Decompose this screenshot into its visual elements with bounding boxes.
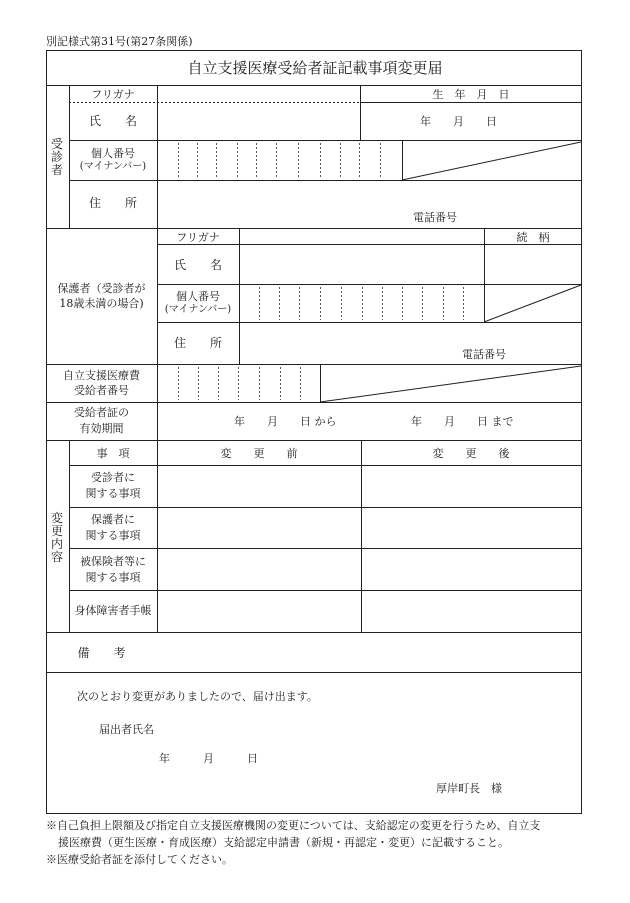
- validity-label-1: 受給者証の: [74, 406, 129, 419]
- patient-name-field[interactable]: [158, 104, 360, 140]
- patient-birth-date[interactable]: 年 月 日: [420, 115, 497, 128]
- remarks-field[interactable]: [158, 633, 581, 672]
- patient-furigana-label: フリガナ: [91, 88, 135, 101]
- guardian-furigana-label: フリガナ: [176, 231, 220, 244]
- patient-phone-label: 電話番号: [413, 211, 457, 224]
- certificate-number-label-1: 自立支援医療費: [63, 369, 140, 382]
- patient-birth-header: 生 年 月 日: [432, 88, 510, 101]
- patient-address-field[interactable]: [158, 181, 581, 228]
- guardian-address-field[interactable]: [240, 323, 581, 364]
- change-before-field[interactable]: [158, 591, 361, 632]
- guardian-mynumber-field[interactable]: [240, 285, 484, 322]
- validity-from-date[interactable]: 年 月 日 から: [234, 415, 337, 428]
- certificate-number-field[interactable]: [158, 365, 320, 402]
- change-after-field[interactable]: [362, 591, 581, 632]
- change-before-field[interactable]: [158, 549, 361, 590]
- change-before-field[interactable]: [158, 508, 361, 548]
- note-1-line-1: ※自己負担上限額及び指定自立支援医療機関の変更については、支給認定の変更を行うため、自立支: [46, 819, 541, 832]
- guardian-section-label-2: 18歳未満の場合): [59, 297, 144, 310]
- submitter-name-field[interactable]: [160, 718, 460, 738]
- validity-label-2: 有効期間: [79, 422, 124, 435]
- patient-mynumber-sub: (マイナンバー): [79, 161, 147, 172]
- form-title: 自立支援医療受給者証記載事項変更届: [187, 59, 443, 77]
- guardian-relation-label: 続 柄: [516, 231, 550, 244]
- guardian-phone-label: 電話番号: [462, 348, 506, 361]
- guardian-address-label: 住 所: [173, 336, 222, 350]
- change-after-field[interactable]: [362, 466, 581, 507]
- changes-after-header: 変 更 後: [432, 447, 510, 460]
- patient-address-label: 住 所: [88, 196, 137, 210]
- change-after-field[interactable]: [362, 508, 581, 548]
- patient-mynumber-field[interactable]: [158, 141, 402, 180]
- changes-before-header: 変 更 前: [220, 447, 298, 460]
- validity-to-date[interactable]: 年 月 日 まで: [411, 415, 514, 428]
- certificate-number-label-2: 受給者番号: [74, 384, 129, 397]
- changes-item-header: 事 項: [96, 447, 130, 460]
- patient-mynumber-label: 個人番号: [91, 147, 135, 160]
- change-before-field[interactable]: [158, 466, 361, 507]
- guardian-name-field[interactable]: [240, 245, 484, 284]
- guardian-mynumber-sub: (マイナンバー): [164, 304, 232, 315]
- submitter-name-label: 届出者氏名: [99, 723, 154, 736]
- guardian-mynumber-label: 個人番号: [176, 290, 220, 303]
- guardian-section-label-1: 保護者（受診者が: [57, 282, 146, 295]
- guardian-name-label: 氏 名: [173, 258, 222, 272]
- patient-name-label: 氏 名: [88, 114, 137, 128]
- note-2: ※医療受給者証を添付してください。: [46, 853, 233, 866]
- remarks-label: 備 考: [77, 646, 126, 660]
- declaration-statement: 次のとおり変更がありましたので、届け出ます。: [77, 690, 318, 703]
- addressee: 厚岸町長 様: [436, 782, 502, 795]
- declaration-date[interactable]: 年 月 日: [159, 752, 258, 765]
- note-1-line-2: 援医療費（更生医療・育成医療）支給認定申請書（新規・再認定・変更）に記載すること。: [58, 836, 509, 849]
- change-after-field[interactable]: [362, 549, 581, 590]
- form-code: 別記様式第31号(第27条関係): [46, 35, 193, 48]
